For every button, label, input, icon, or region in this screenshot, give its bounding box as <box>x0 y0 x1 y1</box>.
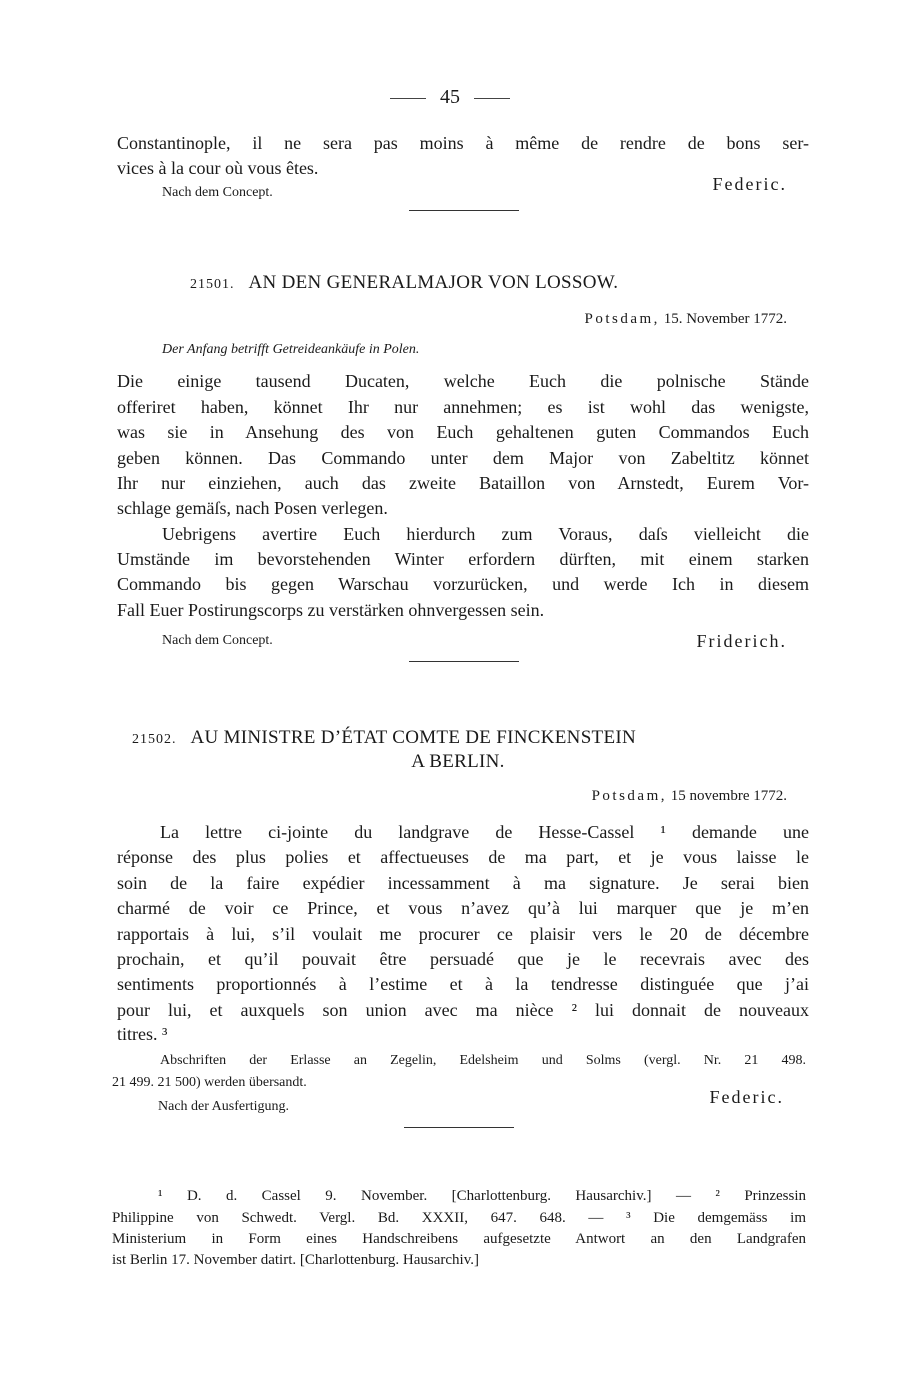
letter-date <box>585 311 788 328</box>
letter-title-line-1: AU MINISTRE D’ÉTAT COMTE DE FINCKENSTEIN <box>190 727 637 748</box>
page-number-dash-left <box>390 98 426 99</box>
prev-letter-line-2: vices à la cour où vous êtes. <box>117 158 319 178</box>
letter-21502-signature: Federic. <box>709 1087 784 1107</box>
letter-21502-line-9: titres. ³ <box>117 1024 168 1044</box>
letter-21501-line-6: schlage gemäſs, nach Posen verlegen. <box>117 498 388 518</box>
enclosure-note-line-2: 21 499. 21 500) werden übersandt. <box>112 1075 307 1090</box>
letter-heading <box>190 272 618 294</box>
section-divider <box>409 661 519 662</box>
letter-21502-line-6: prochain, et qu’il pouvait être persuadé que je le recevrais avec des <box>117 949 809 969</box>
letter-21501-line-7: Uebrigens avertire Euch hierdurch zum Voraus, daſs vielleicht die <box>162 524 809 544</box>
letter-21502-line-1: La lettre ci-jointe du landgrave de Hesse-Cassel ¹ demande une <box>160 822 809 842</box>
letter-21502-line-4: charmé de voir ce Prince, et vous n’avez qu’à lui marquer que je m’en <box>117 898 809 918</box>
letter-21501-signature: Friderich. <box>696 631 787 651</box>
letter-21501-line-1: Die einige tausend Ducaten, welche Euch die polnische Stände <box>117 371 809 391</box>
letter-21501-line-3: was sie in Ansehung des von Euch gehaltenen guten Commandos Euch <box>117 422 809 442</box>
letter-21502-source-note: Nach der Ausfertigung. <box>158 1099 290 1114</box>
letter-title: AN DEN GENERALMAJOR VON LOSSOW. <box>248 272 619 293</box>
letter-21501-line-4: geben können. Das Commando unter dem Major von Zabeltitz könnet <box>117 448 809 468</box>
letter-date-place: Potsdam, <box>584 311 660 327</box>
section-divider <box>409 210 519 211</box>
letter-21502-line-2: réponse des plus polies et affectueuses de ma part, et je vous laisse le <box>117 847 809 867</box>
letter-heading <box>132 727 636 749</box>
letter-21502-line-5: rapportais à lui, s’il voulait me procurer ce plaisir vers le 20 de décembre <box>117 924 809 944</box>
page-number-dash-right <box>474 98 510 99</box>
footnote-line-1: ¹ D. d. Cassel 9. November. [Charlottenburg. Hausarchiv.] — ² Prinzessin <box>158 1188 806 1204</box>
prev-letter-line-1: Constantinople, il ne sera pas moins à même de rendre de bons ser- <box>117 133 809 153</box>
enclosure-note-line-1: Abschriften der Erlasse an Zegelin, Edelsheim und Solms (vergl. Nr. 21 498. <box>160 1053 806 1068</box>
letter-date-place: Potsdam, <box>591 788 668 804</box>
letter-21502-line-8: pour lui, et auxquels son union avec ma nièce ² lui donnait de nouveaux <box>117 1000 809 1020</box>
letter-21502-line-7: sentiments proportionnés à l’estime et à la tendresse distinguée que j’ai <box>117 974 809 994</box>
letter-21501-line-10: Fall Euer Postirungscorps zu verstärken ohnvergessen sein. <box>117 600 545 620</box>
letter-remark: Der Anfang betrifft Getreideankäufe in Polen. <box>162 342 420 357</box>
letter-number: 21501. <box>190 277 235 292</box>
prev-letter-source-note: Nach dem Concept. <box>162 185 273 200</box>
section-divider <box>404 1127 514 1128</box>
page-number: 45 <box>0 86 900 109</box>
footnote-line-4: ist Berlin 17. November datirt. [Charlottenburg. Hausarchiv.] <box>112 1252 479 1268</box>
prev-letter-signature: Federic. <box>712 174 787 194</box>
letter-date <box>592 788 787 805</box>
letter-date-rest: 15. November 1772. <box>663 311 787 327</box>
letter-21501-line-2: offeriret haben, könnet Ihr nur annehmen; es ist wohl das wenigste, <box>117 397 809 417</box>
letter-21501-line-9: Commando bis gegen Warschau vorzurücken, und werde Ich in diesem <box>117 574 809 594</box>
letter-number: 21502. <box>132 732 177 747</box>
footnote-line-2: Philippine von Schwedt. Vergl. Bd. XXXII, 647. 648. — ³ Die demgemäss im <box>112 1210 806 1226</box>
letter-21501-line-5: Ihr nur einziehen, auch das zweite Bataillon von Arnstedt, Eurem Vor- <box>117 473 809 493</box>
letter-21501-source-note: Nach dem Concept. <box>162 633 273 648</box>
letter-21502-line-3: soin de la faire expédier incessamment à ma signature. Je serai bien <box>117 873 809 893</box>
letter-21501-line-8: Umstände im bevorstehenden Winter erfordern dürften, mit einem starken <box>117 549 809 569</box>
letter-title-line-2: A BERLIN. <box>411 751 505 772</box>
letter-date-rest: 15 novembre 1772. <box>670 788 787 804</box>
footnote-line-3: Ministerium in Form eines Handschreibens aufgesetzte Antwort an den Landgrafen <box>112 1231 806 1247</box>
